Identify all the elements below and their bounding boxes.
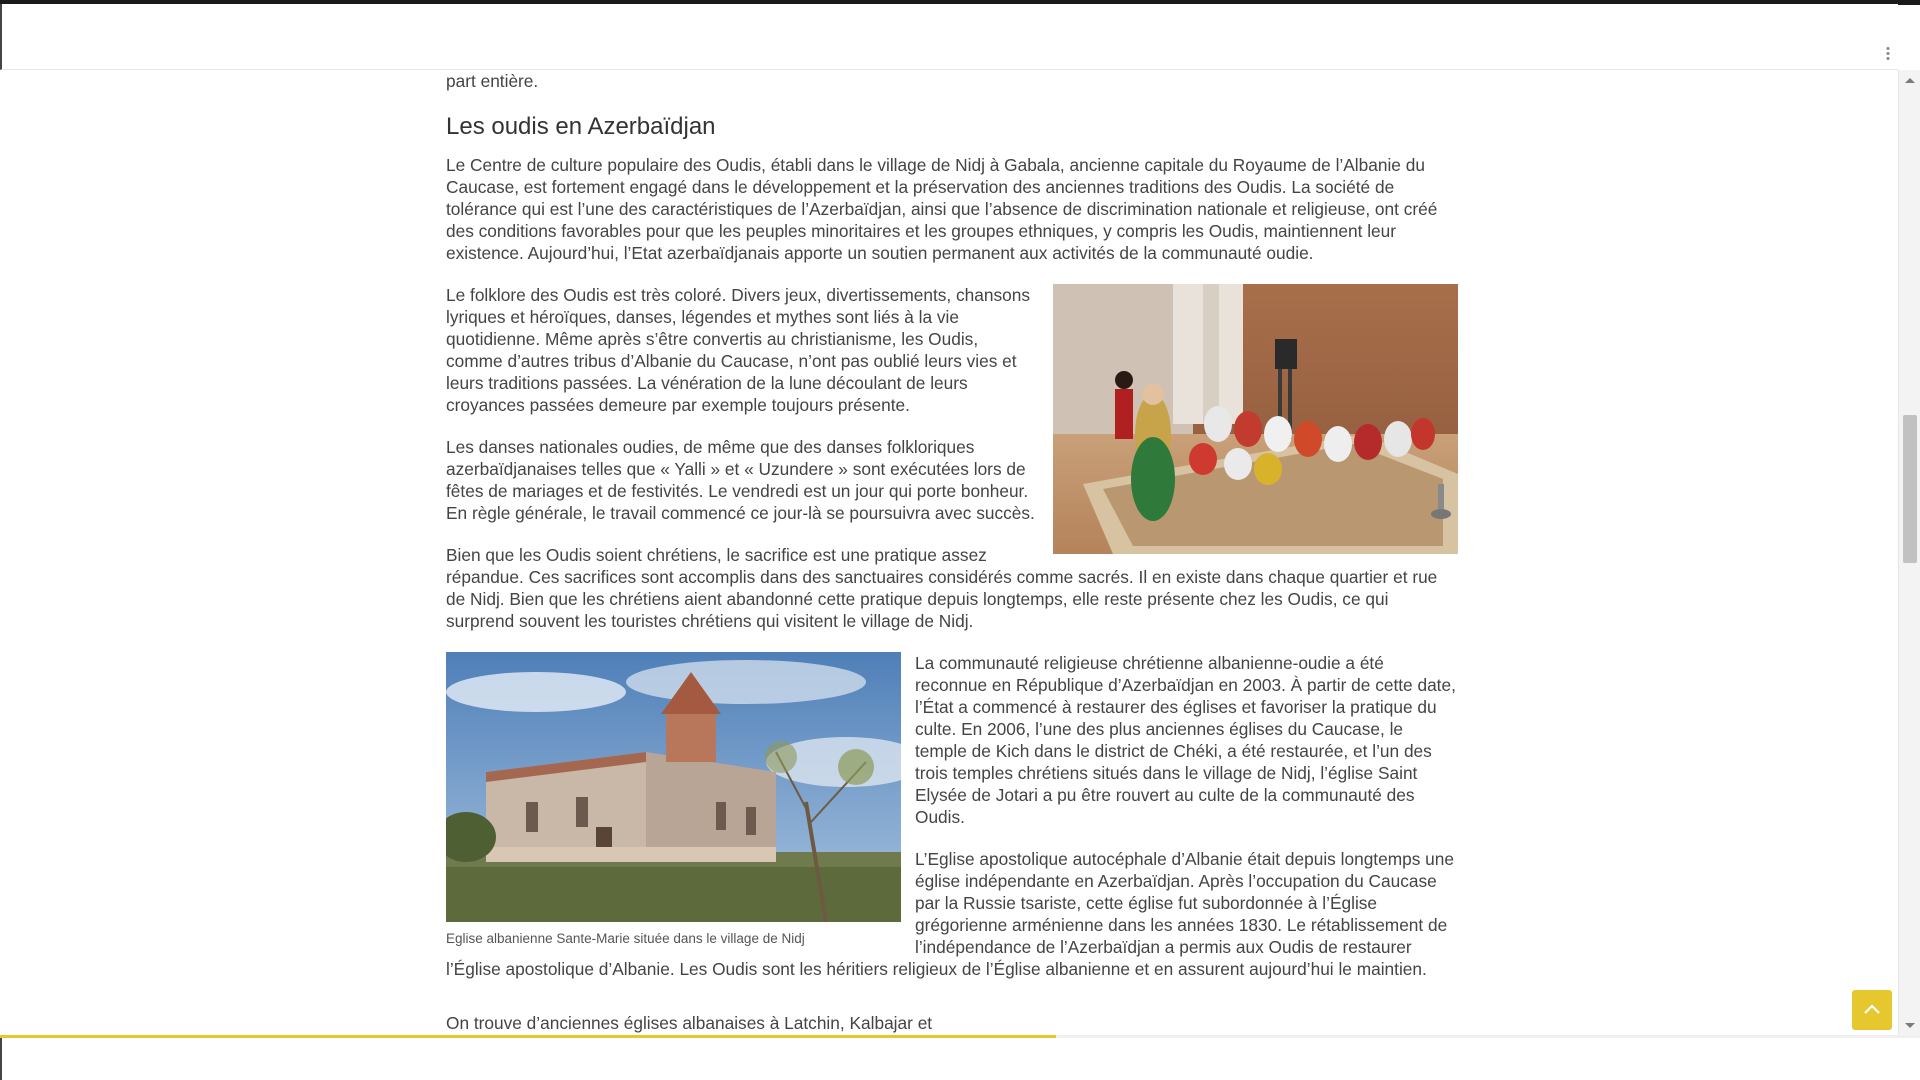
intro-tail: part entière. bbox=[446, 71, 539, 91]
church-image bbox=[446, 652, 901, 922]
folk-dance-image bbox=[1053, 284, 1458, 554]
back-to-top-button[interactable] bbox=[1852, 990, 1892, 1030]
bottom-bar bbox=[0, 1038, 1920, 1080]
paragraph-communaute: La communauté religieuse chrétienne albanienne-oudie a été reconnue en République d’Azerbaïdjan en 2003. À partir de cette date, l’État a commencé à restaurer des églises et favoriser la pratique du culte. En 2006, l’une des plus anciennes églises du Caucase, le temple de Kich dans le district de Chéki, a été restaurée, et l’un des trois temples chrétiens situés dans le village de Nidj, l’église Saint Elysée de Jotari a pu être rouvert au culte de la communauté des Oudis. bbox=[915, 653, 1456, 827]
paragraph-anciennes-eglises: On trouve d’anciennes églises albanaises à Latchin, Kalbajar et bbox=[446, 1013, 933, 1033]
church-caption: Eglise albanienne Sante-Marie située dans le village de Nidj bbox=[446, 931, 805, 946]
paragraph-folklore: Le folklore des Oudis est très coloré. Divers jeux, divertissements, chansons lyriques et héroïques, danses, légendes et mythes sont liés à la vie quotidienne. Même après s’être convertis au christianisme, les Oudis, comme d’autres tribus d’Albanie du Caucase, n’ont pas oublié leurs vies et leurs traditions passées. La vénération de la lune découlant de leurs croyances passées demeure par exemple toujours présente. bbox=[446, 285, 1030, 415]
more-vertical-icon[interactable] bbox=[1886, 46, 1890, 60]
paragraph-centre-culture: Le Centre de culture populaire des Oudis, établi dans le village de Nidj à Gabala, ancienne capitale du Royaume de l’Albanie du Caucase, est fortement engagé dans le développement et la préservation des anciennes traditions des Oudis. La société de tolérance qui est l’une des caractéristiques de l’Azerbaïdjan, ainsi que l’absence de discrimination nationale et religieuse, ont créé des conditions favorables pour que les peuples minoritaires et les groupes ethniques, y compris les Oudis, maintiennent leur existence. Aujourd’hui, l’Etat azerbaïdjanais apporte un soutien permanent aux activités de la communauté oudie. bbox=[446, 155, 1438, 263]
chevron-up-icon bbox=[1863, 1003, 1881, 1015]
folk-dance-photo bbox=[1053, 284, 1458, 554]
church-photo-figure bbox=[446, 652, 901, 947]
site-header bbox=[0, 4, 1898, 70]
paragraph-eglise-apostolique: L’Eglise apostolique autocéphale d’Albanie était depuis longtemps une église indépendante en Azerbaïdjan. Après l’occupation du Caucase par la Russie tsariste, cette église fut subordonnée à l’Église grégorienne arménienne dans les années 1830. Le rétablissement de l’indépendance de l’Azerbaïdjan a permis aux Oudis de restaurer l’Église apostolique d’Albanie. Les Oudis sont les héritiers religieux de l’Église albanienne et en assurent aujourd’hui le maintien. bbox=[446, 849, 1454, 979]
scroll-down-arrow-icon[interactable] bbox=[1905, 1023, 1915, 1028]
article-content bbox=[446, 70, 1458, 1054]
paragraph-danses: Les danses nationales oudies, de même que des danses folkloriques azerbaïdjanaises telles que « Yalli » et « Uzundere » sont exécutées lors de fêtes de mariages et de festivités. Le vendredi est un jour qui porte bonheur. En règle générale, le travail commencé ce jour-là se poursuivra avec succès. bbox=[446, 437, 1035, 523]
scroll-thumb[interactable] bbox=[1903, 415, 1917, 563]
scroll-up-arrow-icon[interactable] bbox=[1905, 78, 1915, 83]
page-scrollbar[interactable] bbox=[1898, 70, 1920, 1036]
section-heading: Les oudis en Azerbaïdjan bbox=[446, 113, 716, 140]
paragraph-sacrifice: Bien que les Oudis soient chrétiens, le sacrifice est une pratique assez répandue. Ces sacrifices sont accomplis dans des sanctuaires considérés comme sacrés. Il en existe dans chaque quartier et rue de Nidj. Bien que les chrétiens aient abandonné cette pratique depuis longtemps, elle reste présente chez les Oudis, ce qui surprend souvent les touristes chrétiens qui visitent le village de Nidj. bbox=[446, 545, 1438, 631]
